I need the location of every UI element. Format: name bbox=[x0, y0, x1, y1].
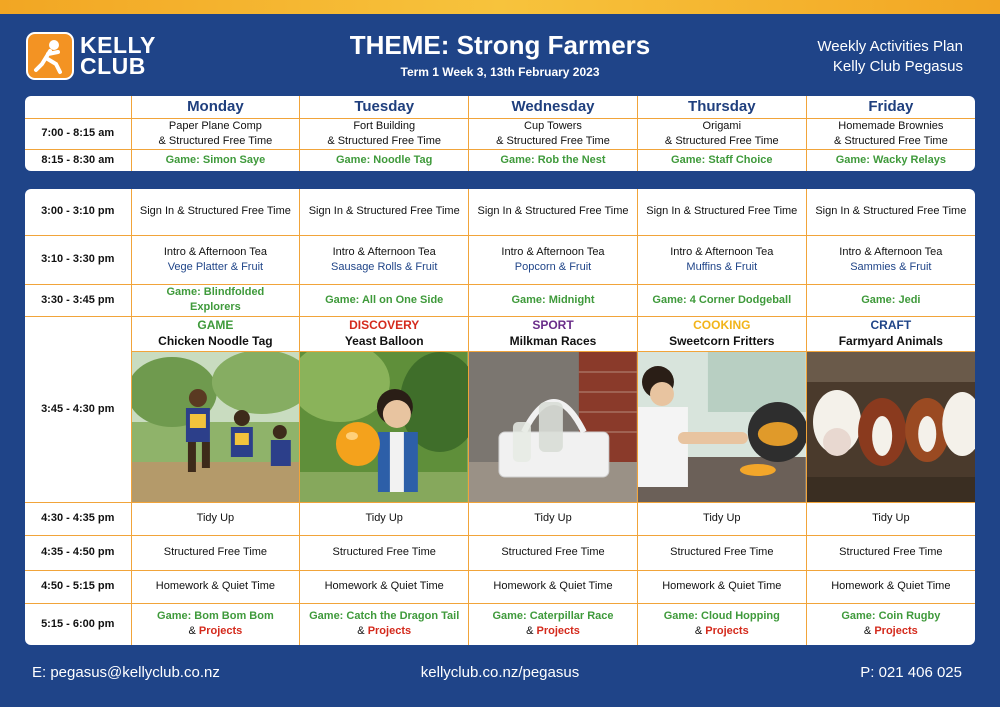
schedule-row bbox=[25, 189, 975, 235]
food-item: Popcorn & Fruit bbox=[514, 260, 592, 273]
food-item: Sausage Rolls & Fruit bbox=[331, 260, 438, 273]
schedule-row bbox=[25, 118, 975, 149]
activity-photo-discovery bbox=[300, 351, 469, 502]
schedule-cell: Structured Free Time bbox=[637, 535, 806, 570]
activity-header-cell bbox=[300, 316, 469, 351]
activity-name: Intro & Afternoon Tea bbox=[163, 245, 267, 258]
morning-schedule-table bbox=[25, 96, 975, 171]
schedule-cell bbox=[637, 235, 806, 284]
activity-title: Milkman Races bbox=[509, 334, 597, 348]
schedule-cell: Tidy Up bbox=[300, 502, 469, 535]
page-title: THEME: Strong Farmers bbox=[349, 30, 651, 60]
schedule-row bbox=[25, 235, 975, 284]
projects-label: Projects bbox=[874, 625, 918, 638]
joiner-text: & bbox=[188, 625, 196, 638]
activity-name: Paper Plane Comp bbox=[168, 119, 262, 132]
game-cell: Game: Midnight bbox=[469, 284, 638, 316]
activity-name: Cup Towers bbox=[524, 119, 582, 132]
schedule-cell: Homework & Quiet Time bbox=[131, 570, 300, 603]
day-header-monday: Monday bbox=[131, 96, 300, 118]
category-label: DISCOVERY bbox=[349, 318, 420, 332]
schedule-cell: Structured Free Time bbox=[131, 535, 300, 570]
schedule-cell bbox=[300, 235, 469, 284]
day-header-tuesday: Tuesday bbox=[300, 96, 469, 118]
schedule-row bbox=[25, 149, 975, 171]
schedule-cell bbox=[806, 118, 975, 149]
schedule-cell bbox=[806, 235, 975, 284]
game-name: Game: Caterpillar Race bbox=[492, 610, 614, 623]
game-cell: Game: Rob the Nest bbox=[469, 149, 638, 171]
plan-title: Weekly Activities Plan bbox=[817, 38, 963, 55]
joiner-text: & bbox=[694, 625, 703, 638]
activity-detail: & Structured Free Time bbox=[327, 134, 442, 147]
activity-detail: & Structured Free Time bbox=[158, 134, 273, 147]
activity-header-cell bbox=[806, 316, 975, 351]
schedule-cell bbox=[469, 118, 638, 149]
game-cell: Game: Jedi bbox=[806, 284, 975, 316]
projects-label: Projects bbox=[367, 625, 412, 638]
activity-title: Yeast Balloon bbox=[344, 334, 424, 348]
schedule-cell bbox=[131, 235, 300, 284]
activity-photo-row bbox=[25, 351, 975, 502]
food-item: Muffins & Fruit bbox=[686, 260, 758, 273]
schedule-row bbox=[25, 603, 975, 645]
activity-header-cell bbox=[469, 316, 638, 351]
day-header-thursday: Thursday bbox=[637, 96, 806, 118]
game-cell: Game: Noodle Tag bbox=[300, 149, 469, 171]
schedule-cell: Homework & Quiet Time bbox=[469, 570, 638, 603]
day-header-wednesday: Wednesday bbox=[469, 96, 638, 118]
schedule-cell bbox=[806, 603, 975, 645]
activity-photo-game bbox=[131, 351, 300, 502]
joiner-text: & bbox=[357, 625, 365, 638]
game-cell: Game: 4 Corner Dodgeball bbox=[637, 284, 806, 316]
activity-detail: & Structured Free Time bbox=[833, 134, 948, 147]
schedule-cell bbox=[300, 603, 469, 645]
schedule-row bbox=[25, 535, 975, 570]
time-slot: 3:00 - 3:10 pm bbox=[25, 189, 131, 235]
schedule-cell bbox=[300, 118, 469, 149]
game-cell: Game: Wacky Relays bbox=[806, 149, 975, 171]
activity-title: Sweetcorn Fritters bbox=[669, 334, 775, 348]
top-accent-stripe bbox=[0, 0, 1000, 14]
joiner-text: & bbox=[863, 625, 872, 638]
schedule-cell: Homework & Quiet Time bbox=[300, 570, 469, 603]
activity-name: Intro & Afternoon Tea bbox=[501, 245, 605, 258]
time-slot: 7:00 - 8:15 am bbox=[25, 118, 131, 149]
schedule-row bbox=[25, 284, 975, 316]
schedule-row bbox=[25, 502, 975, 535]
activity-photo-cooking bbox=[637, 351, 806, 502]
game-cell: Game: Simon Saye bbox=[131, 149, 300, 171]
time-slot: 3:30 - 3:45 pm bbox=[25, 284, 131, 316]
schedule-cell: Tidy Up bbox=[469, 502, 638, 535]
time-slot: 5:15 - 6:00 pm bbox=[25, 603, 131, 645]
schedule-cell bbox=[131, 603, 300, 645]
schedule-cell: Tidy Up bbox=[637, 502, 806, 535]
schedule-row bbox=[25, 570, 975, 603]
time-slot: 3:45 - 4:30 pm bbox=[25, 316, 131, 502]
activity-name: Intro & Afternoon Tea bbox=[332, 245, 436, 258]
schedule-cell: Structured Free Time bbox=[469, 535, 638, 570]
schedule-cell bbox=[131, 118, 300, 149]
corner-cell bbox=[25, 96, 131, 118]
joiner-text: & bbox=[526, 625, 534, 638]
category-label: GAME bbox=[197, 318, 234, 332]
schedule-cell: Tidy Up bbox=[131, 502, 300, 535]
activity-title: Farmyard Animals bbox=[838, 334, 943, 348]
schedule-cell: Homework & Quiet Time bbox=[637, 570, 806, 603]
time-slot: 4:30 - 4:35 pm bbox=[25, 502, 131, 535]
category-label: CRAFT bbox=[870, 318, 912, 332]
logo-text-club: CLUB bbox=[80, 53, 146, 79]
morning-schedule-card bbox=[25, 96, 975, 171]
category-label: COOKING bbox=[693, 318, 751, 332]
activity-title: Chicken Noodle Tag bbox=[158, 334, 273, 348]
time-slot: 8:15 - 8:30 am bbox=[25, 149, 131, 171]
time-slot: 4:50 - 5:15 pm bbox=[25, 570, 131, 603]
activity-photo-sport bbox=[469, 351, 638, 502]
game-name: Game: Cloud Hopping bbox=[663, 610, 780, 623]
activity-header-cell bbox=[131, 316, 300, 351]
game-cell: Game: Blindfolded Explorers bbox=[131, 284, 300, 316]
activity-header-cell bbox=[637, 316, 806, 351]
schedule-cell: Tidy Up bbox=[806, 502, 975, 535]
activity-name: Fort Building bbox=[353, 119, 416, 132]
activity-name: Intro & Afternoon Tea bbox=[839, 245, 943, 258]
schedule-cell: Structured Free Time bbox=[806, 535, 975, 570]
time-slot: 3:10 - 3:30 pm bbox=[25, 235, 131, 284]
activity-title-row bbox=[25, 316, 975, 351]
projects-label: Projects bbox=[536, 625, 580, 638]
category-label: SPORT bbox=[532, 318, 574, 332]
footer-website[interactable]: kellyclub.co.nz/pegasus bbox=[420, 664, 580, 681]
game-name: Game: Catch the Dragon Tail bbox=[309, 610, 460, 623]
day-header-friday: Friday bbox=[806, 96, 975, 118]
game-name: Game: Coin Rugby bbox=[841, 610, 941, 623]
plan-location: Kelly Club Pegasus bbox=[832, 58, 963, 75]
activity-photo-craft bbox=[806, 351, 975, 502]
activity-detail: & Structured Free Time bbox=[496, 134, 610, 147]
activity-name: Homemade Brownies bbox=[838, 119, 944, 132]
schedule-cell: Structured Free Time bbox=[300, 535, 469, 570]
game-cell: Game: Staff Choice bbox=[637, 149, 806, 171]
food-item: Sammies & Fruit bbox=[850, 260, 932, 273]
plan-info bbox=[817, 37, 963, 77]
activity-detail: & Structured Free Time bbox=[664, 134, 779, 147]
schedule-cell bbox=[469, 235, 638, 284]
projects-label: Projects bbox=[198, 625, 243, 638]
activity-name: Origami bbox=[702, 119, 742, 132]
schedule-cell: Sign In & Structured Free Time bbox=[131, 189, 300, 235]
game-cell: Game: All on One Side bbox=[300, 284, 469, 316]
time-slot: 4:35 - 4:50 pm bbox=[25, 535, 131, 570]
schedule-cell: Sign In & Structured Free Time bbox=[806, 189, 975, 235]
schedule-cell: Sign In & Structured Free Time bbox=[637, 189, 806, 235]
afternoon-schedule-table bbox=[25, 189, 975, 645]
footer-email[interactable]: E: pegasus@kellyclub.co.nz bbox=[32, 664, 220, 681]
schedule-cell bbox=[469, 603, 638, 645]
projects-label: Projects bbox=[705, 625, 749, 638]
schedule-cell bbox=[637, 603, 806, 645]
food-item: Vege Platter & Fruit bbox=[167, 260, 264, 273]
logo-text-kelly: KELLY bbox=[80, 32, 156, 58]
day-header-row bbox=[25, 96, 975, 118]
schedule-cell: Homework & Quiet Time bbox=[806, 570, 975, 603]
footer-phone[interactable]: P: 021 406 025 bbox=[860, 664, 962, 681]
afternoon-schedule-card bbox=[25, 189, 975, 645]
game-name: Game: Bom Bom Bom bbox=[157, 610, 274, 623]
schedule-cell: Sign In & Structured Free Time bbox=[300, 189, 469, 235]
schedule-cell: Sign In & Structured Free Time bbox=[469, 189, 638, 235]
activity-name: Intro & Afternoon Tea bbox=[670, 245, 774, 258]
schedule-cell bbox=[637, 118, 806, 149]
page-subtitle: Term 1 Week 3, 13th February 2023 bbox=[400, 65, 600, 79]
